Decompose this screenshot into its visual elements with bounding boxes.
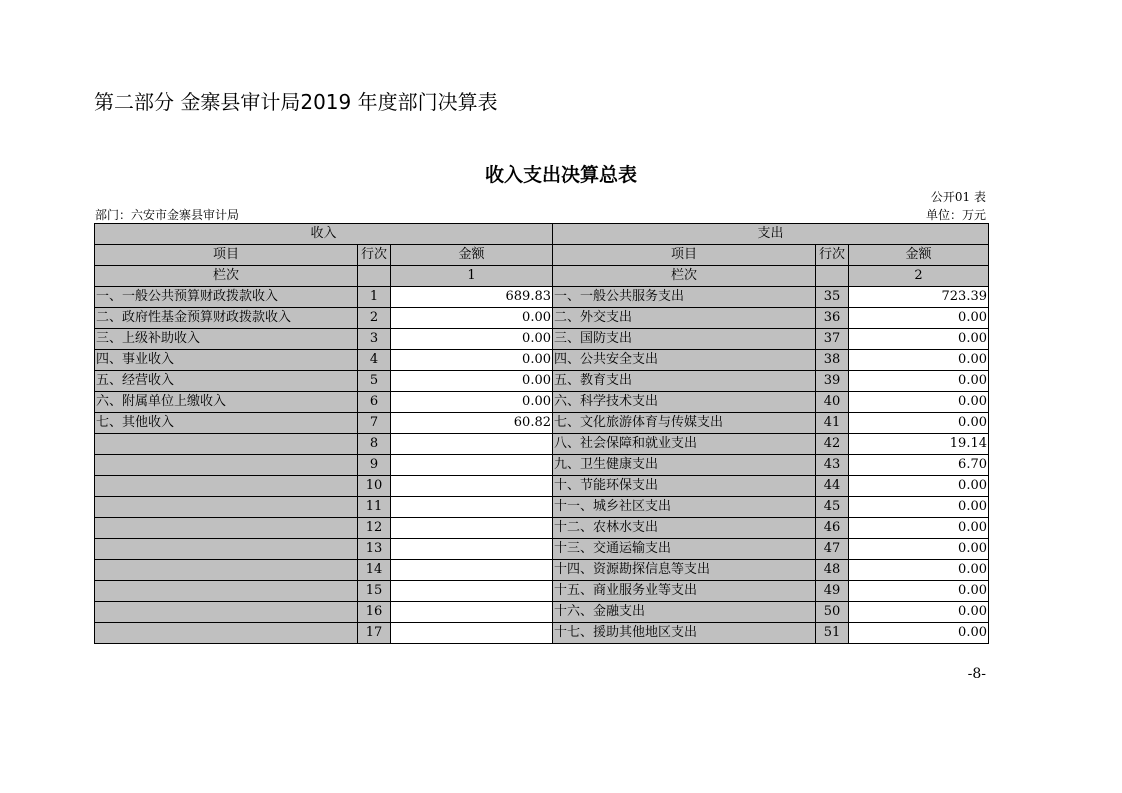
expense-line-no-cell: 44	[816, 476, 849, 497]
expense-column-label: 栏次	[553, 266, 816, 287]
expense-item-cell: 七、文化旅游体育与传媒支出	[553, 413, 816, 434]
income-item-cell: 三、上级补助收入	[95, 329, 358, 350]
expense-amount-cell: 0.00	[849, 371, 989, 392]
income-line-no-cell: 8	[358, 434, 391, 455]
income-line-no-cell: 6	[358, 392, 391, 413]
income-item-cell	[95, 602, 358, 623]
expense-item-cell: 五、教育支出	[553, 371, 816, 392]
expense-line-no-blank	[816, 266, 849, 287]
table-row	[95, 287, 989, 308]
expense-item-cell: 十一、城乡社区支出	[553, 497, 816, 518]
income-line-no-cell: 17	[358, 623, 391, 644]
expense-item-cell: 十五、商业服务业等支出	[553, 581, 816, 602]
income-line-no-cell: 15	[358, 581, 391, 602]
table-row	[95, 581, 989, 602]
expense-item-cell: 十三、交通运输支出	[553, 539, 816, 560]
income-line-no-cell: 9	[358, 455, 391, 476]
table-title: 收入支出决算总表	[484, 164, 637, 186]
expense-line-no-cell: 48	[816, 560, 849, 581]
income-line-no-cell: 11	[358, 497, 391, 518]
expense-line-no-cell: 36	[816, 308, 849, 329]
expense-amount-header: 金额	[849, 245, 989, 266]
expense-line-no-cell: 39	[816, 371, 849, 392]
table-row	[95, 350, 989, 371]
table-row	[95, 623, 989, 644]
expense-amount-cell: 0.00	[849, 392, 989, 413]
expense-item-cell: 四、公共安全支出	[553, 350, 816, 371]
table-row	[95, 308, 989, 329]
income-item-cell: 四、事业收入	[95, 350, 358, 371]
table-row	[95, 497, 989, 518]
income-item-cell	[95, 623, 358, 644]
income-amount-cell: 0.00	[391, 350, 553, 371]
expense-amount-cell: 723.39	[849, 287, 989, 308]
expense-item-header: 项目	[553, 245, 816, 266]
expense-line-no-cell: 51	[816, 623, 849, 644]
expense-item-cell: 三、国防支出	[553, 329, 816, 350]
expense-amount-cell: 0.00	[849, 413, 989, 434]
expense-amount-cell: 0.00	[849, 581, 989, 602]
expense-amount-cell: 0.00	[849, 518, 989, 539]
income-line-no-cell: 1	[358, 287, 391, 308]
income-amount-cell	[391, 518, 553, 539]
expense-amount-cell: 0.00	[849, 476, 989, 497]
income-amount-header: 金额	[391, 245, 553, 266]
expense-line-no-cell: 45	[816, 497, 849, 518]
expense-amount-cell: 0.00	[849, 350, 989, 371]
expense-item-cell: 八、社会保障和就业支出	[553, 434, 816, 455]
income-line-no-blank	[358, 266, 391, 287]
expense-item-cell: 二、外交支出	[553, 308, 816, 329]
department-label: 部门：六安市金寨县审计局	[95, 208, 240, 222]
income-amount-cell	[391, 560, 553, 581]
expense-line-no-cell: 49	[816, 581, 849, 602]
income-amount-cell	[391, 539, 553, 560]
income-line-no-cell: 4	[358, 350, 391, 371]
income-item-cell	[95, 539, 358, 560]
table-row	[95, 476, 989, 497]
income-item-cell	[95, 497, 358, 518]
expense-amount-cell: 19.14	[849, 434, 989, 455]
expense-item-cell: 十、节能环保支出	[553, 476, 816, 497]
table-row	[95, 413, 989, 434]
expense-item-cell: 十二、农林水支出	[553, 518, 816, 539]
expense-item-cell: 十四、资源勘探信息等支出	[553, 560, 816, 581]
table-row	[95, 434, 989, 455]
expense-amount-cell: 0.00	[849, 602, 989, 623]
table-row	[95, 539, 989, 560]
expense-line-no-cell: 50	[816, 602, 849, 623]
income-line-no-cell: 10	[358, 476, 391, 497]
part-title: 第二部分 金寨县审计局2019 年度部门决算表	[94, 90, 498, 114]
expense-line-no-cell: 38	[816, 350, 849, 371]
income-item-cell: 二、政府性基金预算财政拨款收入	[95, 308, 358, 329]
expense-line-no-cell: 42	[816, 434, 849, 455]
expense-amount-cell: 0.00	[849, 308, 989, 329]
expense-amount-cell: 0.00	[849, 329, 989, 350]
expense-item-cell: 九、卫生健康支出	[553, 455, 816, 476]
income-amount-cell	[391, 602, 553, 623]
unit-label: 单位：万元	[925, 208, 986, 222]
income-header: 收入	[95, 224, 553, 245]
expense-item-cell: 一、一般公共服务支出	[553, 287, 816, 308]
table-row	[95, 392, 989, 413]
income-line-no-cell: 5	[358, 371, 391, 392]
income-amount-cell	[391, 581, 553, 602]
table-row	[95, 455, 989, 476]
expense-line-no-cell: 46	[816, 518, 849, 539]
income-amount-cell	[391, 455, 553, 476]
income-item-cell: 五、经营收入	[95, 371, 358, 392]
income-item-cell: 一、一般公共预算财政拨款收入	[95, 287, 358, 308]
expense-item-cell: 十六、金融支出	[553, 602, 816, 623]
expense-header: 支出	[553, 224, 989, 245]
income-item-cell: 六、附属单位上缴收入	[95, 392, 358, 413]
income-line-no-cell: 16	[358, 602, 391, 623]
expense-amount-cell: 0.00	[849, 623, 989, 644]
expense-line-no-cell: 47	[816, 539, 849, 560]
expense-line-no-cell: 40	[816, 392, 849, 413]
expense-line-no-header: 行次	[816, 245, 849, 266]
income-item-cell	[95, 476, 358, 497]
expense-item-cell: 六、科学技术支出	[553, 392, 816, 413]
expense-line-no-cell: 35	[816, 287, 849, 308]
income-item-cell	[95, 455, 358, 476]
income-amount-cell	[391, 623, 553, 644]
table-row	[95, 560, 989, 581]
income-column-label: 栏次	[95, 266, 358, 287]
expense-line-no-cell: 41	[816, 413, 849, 434]
income-amount-cell: 0.00	[391, 308, 553, 329]
form-code: 公开01 表	[930, 190, 986, 204]
header-row-sections	[95, 224, 989, 245]
income-item-cell	[95, 560, 358, 581]
expense-amount-cell: 0.00	[849, 497, 989, 518]
header-row-column-numbers	[95, 266, 989, 287]
income-item-cell: 七、其他收入	[95, 413, 358, 434]
income-item-cell	[95, 434, 358, 455]
income-column-number: 1	[391, 266, 553, 287]
income-amount-cell	[391, 434, 553, 455]
table-row	[95, 602, 989, 623]
income-item-cell	[95, 518, 358, 539]
table-row	[95, 371, 989, 392]
income-amount-cell	[391, 497, 553, 518]
income-line-no-cell: 7	[358, 413, 391, 434]
income-line-no-cell: 3	[358, 329, 391, 350]
expense-amount-cell: 0.00	[849, 560, 989, 581]
income-item-header: 项目	[95, 245, 358, 266]
income-amount-cell: 0.00	[391, 329, 553, 350]
header-row-columns	[95, 245, 989, 266]
income-amount-cell: 0.00	[391, 392, 553, 413]
income-amount-cell	[391, 476, 553, 497]
income-line-no-header: 行次	[358, 245, 391, 266]
expense-item-cell: 十七、援助其他地区支出	[553, 623, 816, 644]
table-row	[95, 518, 989, 539]
expense-amount-cell: 6.70	[849, 455, 989, 476]
expense-line-no-cell: 37	[816, 329, 849, 350]
page-number: -8-	[967, 666, 986, 682]
income-amount-cell: 689.83	[391, 287, 553, 308]
income-amount-cell: 0.00	[391, 371, 553, 392]
income-amount-cell: 60.82	[391, 413, 553, 434]
income-line-no-cell: 13	[358, 539, 391, 560]
income-line-no-cell: 12	[358, 518, 391, 539]
income-line-no-cell: 2	[358, 308, 391, 329]
income-expense-table	[94, 223, 989, 644]
expense-line-no-cell: 43	[816, 455, 849, 476]
income-item-cell	[95, 581, 358, 602]
table-row	[95, 329, 989, 350]
income-line-no-cell: 14	[358, 560, 391, 581]
expense-column-number: 2	[849, 266, 989, 287]
expense-amount-cell: 0.00	[849, 539, 989, 560]
